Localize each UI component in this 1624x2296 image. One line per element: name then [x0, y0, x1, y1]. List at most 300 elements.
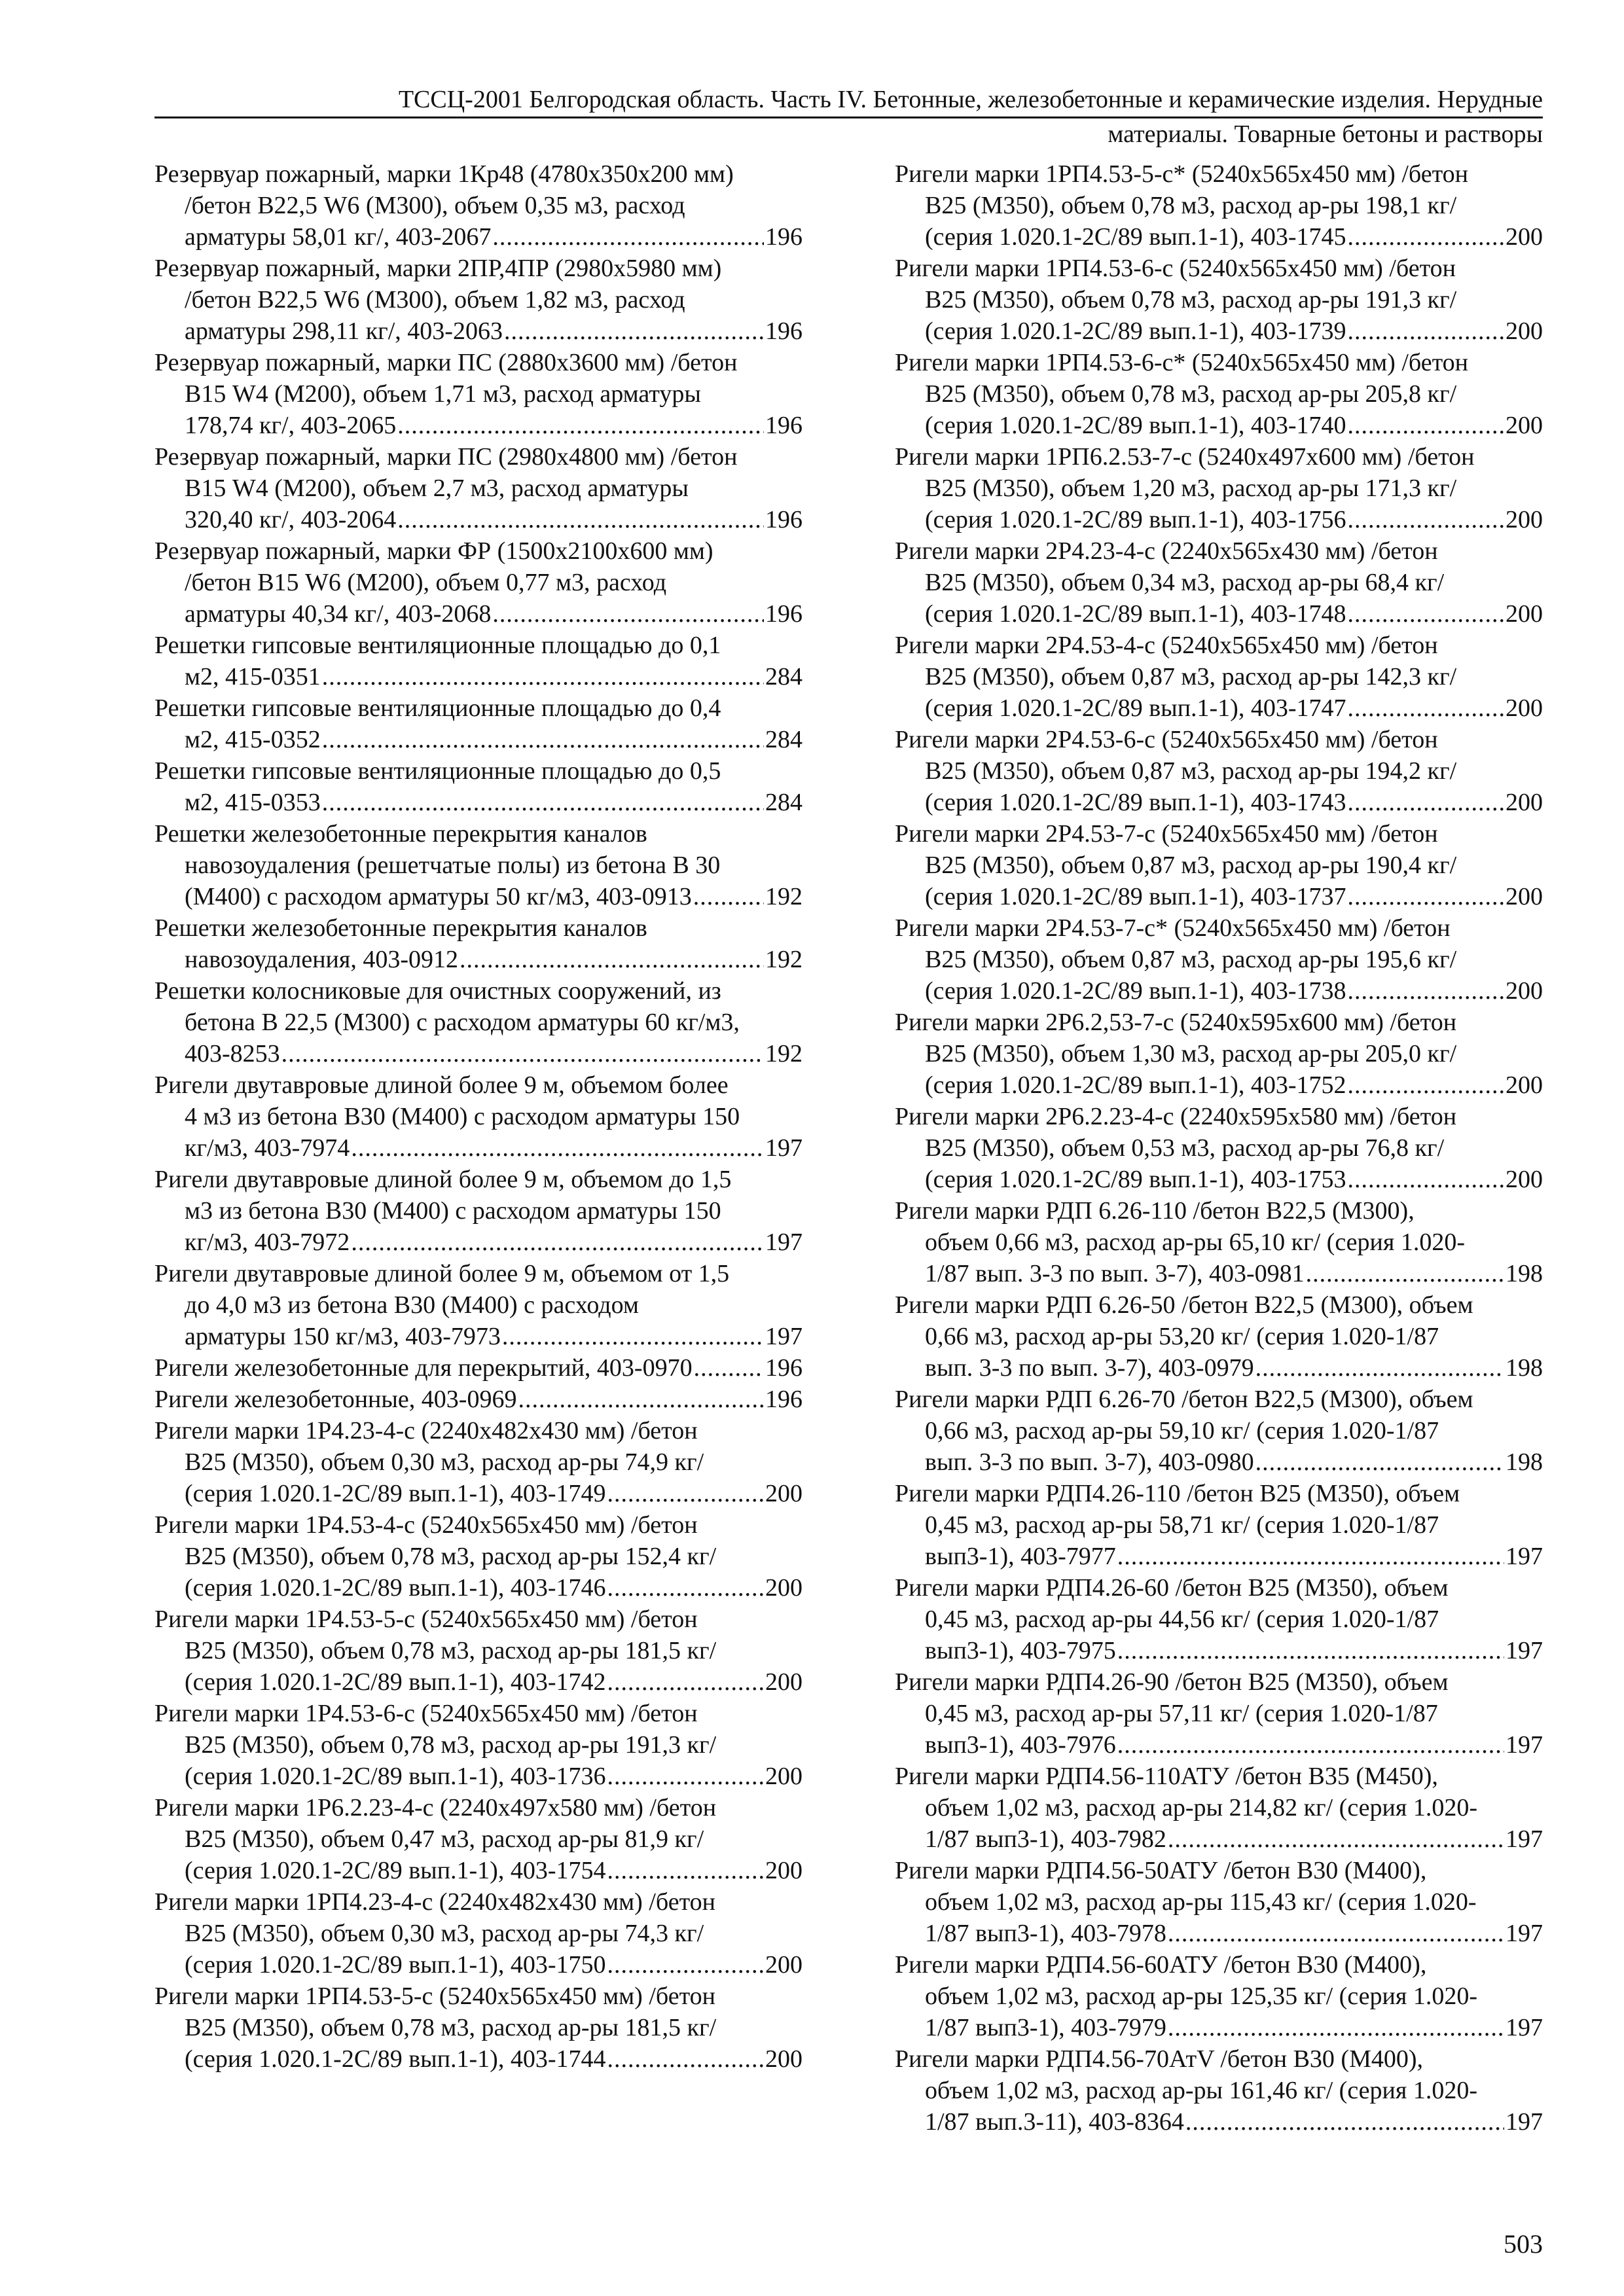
index-entry-text: В25 (М350), объем 0,78 м3, расход ар-ры 181,5 кг/ — [185, 1637, 717, 1664]
index-entry — [895, 1289, 1543, 1384]
index-entry-text: Ригели марки 1РП4.53-5-с (5240х565х450 мм) /бетон — [154, 1982, 716, 2010]
dot-leader — [504, 315, 764, 347]
index-entry-page: 197 — [1506, 1543, 1543, 1570]
index-entry — [154, 158, 803, 253]
index-entry-text: Решетки гипсовые вентиляционные площадью до 0,5 — [154, 757, 721, 785]
index-entry-text: /бетон В22,5 W6 (М300), объем 0,35 м3, расход — [185, 192, 685, 219]
index-entry-page: 200 — [1506, 412, 1543, 439]
index-entry-text: вып3-1), 403-7975 — [925, 1637, 1116, 1664]
index-entry-page: 200 — [765, 1763, 803, 1790]
index-entry-text: /бетон В22,5 W6 (М300), объем 1,82 м3, расход — [185, 286, 685, 314]
dot-leader — [1348, 410, 1505, 441]
index-entry-page: 196 — [765, 506, 803, 533]
index-entry-last-line — [154, 221, 803, 253]
index-entry-text: В25 (М350), объем 0,78 м3, расход ар-ры 191,3 кг/ — [185, 1731, 717, 1759]
index-entry-last-line — [154, 2043, 803, 2075]
index-entry-text: Ригели марки РДП4.56-110АТУ /бетон В35 (М450), — [895, 1763, 1438, 1790]
index-entry-text: Ригели двутавровые длиной более 9 м, объемом до 1,5 — [154, 1166, 732, 1193]
index-entry-text: 0,45 м3, расход ар-ры 44,56 кг/ (серия 1.020-1/87 — [925, 1605, 1439, 1633]
index-entry — [895, 1666, 1543, 1761]
dot-leader — [351, 1227, 764, 1258]
index-entry-page: 196 — [765, 600, 803, 628]
index-entry-last-line — [154, 787, 803, 818]
index-entry-text: Ригели марки РДП4.26-90 /бетон В25 (М350), объем — [895, 1668, 1449, 1696]
index-entry — [154, 912, 803, 975]
index-entry-page: 196 — [765, 412, 803, 439]
page-number: 503 — [1504, 2229, 1543, 2259]
index-entry-text: 320,40 кг/, 403-2064 — [185, 506, 397, 533]
index-entry — [895, 1101, 1543, 1195]
index-entry-last-line — [154, 1132, 803, 1164]
index-entry-text: (серия 1.020.1-2С/89 вып.1-1), 403-1744 — [185, 2045, 606, 2073]
index-entry — [154, 1509, 803, 1604]
index-entry-page: 196 — [765, 317, 803, 345]
index-entry-text: Ригели марки РДП 6.26-50 /бетон В22,5 (М300), объем — [895, 1291, 1473, 1319]
index-entry-text: Ригели марки 2Р4.53-7-с* (5240х565х450 мм) /бетон — [895, 914, 1451, 942]
dot-leader — [1348, 881, 1505, 912]
index-entry-text: вып. 3-3 по вып. 3-7), 403-0980 — [925, 1448, 1254, 1476]
index-entry-text: В25 (М350), объем 0,87 м3, расход ар-ры 190,4 кг/ — [925, 852, 1457, 879]
dot-leader — [518, 1384, 764, 1415]
index-entry-page: 198 — [1506, 1448, 1543, 1476]
dot-leader — [351, 1132, 764, 1164]
index-column-left — [154, 158, 803, 2075]
index-entry-text: 178,74 кг/, 403-2065 — [185, 412, 397, 439]
index-entry-text: Ригели марки 1РП6.2.53-7-с (5240х497х600 мм) /бетон — [895, 443, 1475, 471]
dot-leader — [1348, 692, 1505, 724]
index-entry-text: Ригели марки 1Р4.53-6-с (5240х565х450 мм) /бетон — [154, 1700, 698, 1727]
index-entry-text: вып3-1), 403-7976 — [925, 1731, 1116, 1759]
index-entry — [154, 1415, 803, 1509]
index-entry-page: 200 — [1506, 977, 1543, 1005]
index-entry-text: (серия 1.020.1-2С/89 вып.1-1), 403-1749 — [185, 1480, 606, 1507]
index-entry-page: 200 — [1506, 789, 1543, 816]
index-entry-text: (серия 1.020.1-2С/89 вып.1-1), 403-1737 — [925, 883, 1346, 910]
dot-leader — [1348, 221, 1505, 253]
index-entry-last-line — [154, 1572, 803, 1604]
index-entry-last-line — [895, 1446, 1543, 1478]
index-entry-last-line — [895, 1729, 1543, 1761]
index-entry-text: Ригели марки РДП 6.26-110 /бетон В22,5 (М300), — [895, 1197, 1415, 1225]
dot-leader — [607, 1855, 765, 1886]
index-entry-page: 192 — [765, 883, 803, 910]
dot-leader — [607, 1949, 765, 1981]
index-entry-text: Ригели марки 1Р4.23-4-с (2240х482х430 мм) /бетон — [154, 1417, 698, 1444]
index-entry-last-line — [895, 315, 1543, 347]
index-entry-text: Резервуар пожарный, марки ПС (2980х4800 мм) /бетон — [154, 443, 738, 471]
dot-leader — [397, 410, 764, 441]
index-entry — [895, 2043, 1543, 2138]
index-entry-text: В25 (М350), объем 1,30 м3, расход ар-ры 205,0 кг/ — [925, 1040, 1457, 1067]
index-entry-text: В25 (М350), объем 0,78 м3, расход ар-ры 198,1 кг/ — [925, 192, 1457, 219]
index-entry-page: 200 — [1506, 883, 1543, 910]
index-entry — [154, 1604, 803, 1698]
index-entry-text: Решетки гипсовые вентиляционные площадью до 0,1 — [154, 632, 721, 659]
header-subtitle: материалы. Товарные бетоны и растворы — [1108, 120, 1543, 148]
index-entry — [895, 630, 1543, 724]
index-entry-text: арматуры 298,11 кг/, 403-2063 — [185, 317, 503, 345]
index-entry-text: (серия 1.020.1-2С/89 вып.1-1), 403-1752 — [925, 1071, 1346, 1099]
index-entry-text: (серия 1.020.1-2С/89 вып.1-1), 403-1746 — [185, 1574, 606, 1602]
index-entry — [154, 1384, 803, 1415]
index-entry-last-line — [895, 787, 1543, 818]
dot-leader — [1348, 504, 1505, 535]
index-entry — [895, 1761, 1543, 1855]
index-entry-text: Ригели железобетонные для перекрытий, 403-0970 — [154, 1354, 693, 1382]
index-entry-last-line — [895, 1541, 1543, 1572]
index-entry-text: (серия 1.020.1-2С/89 вып.1-1), 403-1753 — [925, 1166, 1346, 1193]
index-entry-text: м2, 415-0353 — [185, 789, 321, 816]
index-entry-page: 284 — [765, 726, 803, 753]
index-entry-page: 200 — [765, 1857, 803, 1884]
index-entry-last-line — [154, 1352, 803, 1384]
index-entry-text: (серия 1.020.1-2С/89 вып.1-1), 403-1747 — [925, 694, 1346, 722]
index-entry-text: м3 из бетона В30 (М400) с расходом арматуры 150 — [185, 1197, 721, 1225]
index-entry-text: Ригели марки 2Р4.53-7-с (5240х565х450 мм) /бетон — [895, 820, 1438, 848]
index-entry-page: 196 — [765, 223, 803, 251]
index-entry-text: 0,66 м3, расход ар-ры 53,20 кг/ (серия 1.020-1/87 — [925, 1323, 1439, 1350]
index-entry-page: 197 — [765, 1323, 803, 1350]
index-entry-page: 200 — [1506, 506, 1543, 533]
index-entry — [895, 158, 1543, 253]
index-entry-page: 200 — [765, 1668, 803, 1696]
running-header — [154, 84, 1543, 150]
dot-leader — [1168, 1918, 1504, 1949]
index-entry-text: Ригели марки 2Р4.23-4-с (2240х565х430 мм) /бетон — [895, 537, 1438, 565]
index-entry-text: (серия 1.020.1-2С/89 вып.1-1), 403-1740 — [925, 412, 1346, 439]
dot-leader — [1117, 1729, 1504, 1761]
dot-leader — [322, 787, 764, 818]
index-entry-page: 200 — [765, 1574, 803, 1602]
index-entry-text: м2, 415-0352 — [185, 726, 321, 753]
index-entry-last-line — [154, 1666, 803, 1698]
dot-leader — [322, 724, 764, 755]
index-entry-text: (серия 1.020.1-2С/89 вып.1-1), 403-1754 — [185, 1857, 606, 1884]
index-entry-text: Ригели марки 2Р4.53-4-с (5240х565х450 мм) /бетон — [895, 632, 1438, 659]
header-title: ТССЦ-2001 Белгородская область. Часть IV. Бетонные, железобетонные и керамические изделия. Нерудные — [398, 86, 1543, 113]
index-entry — [154, 1981, 803, 2075]
dot-leader — [1185, 2106, 1504, 2138]
index-entry-text: Ригели марки РДП4.56-70АтV /бетон В30 (М400), — [895, 2045, 1424, 2073]
index-entry-last-line — [895, 1258, 1543, 1289]
index-entry-text: 403-8253 — [185, 1040, 280, 1067]
index-entry-last-line — [895, 598, 1543, 630]
dot-leader — [281, 1038, 764, 1069]
index-entry-text: вып3-1), 403-7977 — [925, 1543, 1116, 1570]
index-entry-page: 200 — [1506, 1071, 1543, 1099]
index-entry — [154, 347, 803, 441]
index-entry — [154, 253, 803, 347]
index-entry-text: до 4,0 м3 из бетона В30 (М400) с расходом — [185, 1291, 639, 1319]
index-entry-text: вып. 3-3 по вып. 3-7), 403-0979 — [925, 1354, 1254, 1382]
index-entry-last-line — [895, 1823, 1543, 1855]
index-entry-text: В25 (М350), объем 0,30 м3, расход ар-ры 74,9 кг/ — [185, 1448, 704, 1476]
index-entry-text: Резервуар пожарный, марки 2ПР,4ПР (2980х5980 мм) — [154, 255, 722, 282]
index-entry-text: (М400) с расходом арматуры 50 кг/м3, 403-0913 — [185, 883, 692, 910]
index-entry-last-line — [154, 598, 803, 630]
index-entry-last-line — [154, 1478, 803, 1509]
index-entry-text: Ригели марки РДП4.56-60АТУ /бетон В30 (М400), — [895, 1951, 1427, 1979]
index-entry-page: 197 — [765, 1134, 803, 1162]
index-entry-text: В25 (М350), объем 0,47 м3, расход ар-ры 81,9 кг/ — [185, 1825, 704, 1853]
index-entry-page: 192 — [765, 946, 803, 973]
index-entry-page: 196 — [765, 1386, 803, 1413]
index-entry-text: В25 (М350), объем 1,20 м3, расход ар-ры 171,3 кг/ — [925, 475, 1457, 502]
index-entry — [895, 1855, 1543, 1949]
index-entry — [895, 1949, 1543, 2043]
index-entry-last-line — [154, 504, 803, 535]
index-entry-text: Ригели марки 1РП4.53-6-с* (5240х565х450 мм) /бетон — [895, 349, 1469, 376]
dot-leader — [1117, 1541, 1504, 1572]
index-entry-last-line — [154, 410, 803, 441]
index-entry — [895, 818, 1543, 912]
index-entry-text: м2, 415-0351 — [185, 663, 321, 691]
dot-leader — [1348, 315, 1505, 347]
index-entry-last-line — [895, 1164, 1543, 1195]
index-entry-last-line — [154, 724, 803, 755]
index-entry-text: (серия 1.020.1-2С/89 вып.1-1), 403-1739 — [925, 317, 1346, 345]
index-entry-text: В25 (М350), объем 0,78 м3, расход ар-ры 205,8 кг/ — [925, 380, 1457, 408]
index-entry — [154, 535, 803, 630]
index-entry-page: 192 — [765, 1040, 803, 1067]
index-entry-last-line — [154, 944, 803, 975]
index-entry-text: 0,66 м3, расход ар-ры 59,10 кг/ (серия 1.020-1/87 — [925, 1417, 1439, 1444]
index-entry-text: Ригели железобетонные, 403-0969 — [154, 1386, 517, 1413]
index-entry-text: кг/м3, 403-7974 — [185, 1134, 350, 1162]
dot-leader — [1348, 1069, 1505, 1101]
index-entry — [895, 253, 1543, 347]
index-entry-text: В25 (М350), объем 0,78 м3, расход ар-ры 152,4 кг/ — [185, 1543, 717, 1570]
index-entry-last-line — [895, 1352, 1543, 1384]
dot-leader — [502, 1321, 764, 1352]
index-entry-last-line — [895, 692, 1543, 724]
index-entry-last-line — [895, 410, 1543, 441]
index-entry — [895, 441, 1543, 535]
index-entry-text: Решетки колосниковые для очистных сооружений, из — [154, 977, 721, 1005]
index-entry-text: 1/87 вып3-1), 403-7979 — [925, 2014, 1166, 2041]
index-entry-page: 197 — [765, 1229, 803, 1256]
index-entry-text: В25 (М350), объем 0,34 м3, расход ар-ры 68,4 кг/ — [925, 569, 1445, 596]
index-entry — [154, 1352, 803, 1384]
index-entry-last-line — [895, 2106, 1543, 2138]
index-entry-last-line — [154, 1227, 803, 1258]
index-entry-last-line — [154, 1321, 803, 1352]
index-entry-text: объем 0,66 м3, расход ар-ры 65,10 кг/ (серия 1.020- — [925, 1229, 1465, 1256]
index-entry-last-line — [154, 1949, 803, 1981]
index-entry-text: 0,45 м3, расход ар-ры 57,11 кг/ (серия 1.020-1/87 — [925, 1700, 1438, 1727]
index-entry — [154, 1886, 803, 1981]
index-entry-page: 200 — [1506, 694, 1543, 722]
index-entry-text: Ригели марки 1Р4.53-5-с (5240х565х450 мм) /бетон — [154, 1605, 698, 1633]
index-entry-last-line — [154, 661, 803, 692]
index-entry-text: Решетки железобетонные перекрытия каналов — [154, 914, 647, 942]
dot-leader — [1255, 1352, 1504, 1384]
index-entry-text: В25 (М350), объем 0,87 м3, расход ар-ры 195,6 кг/ — [925, 946, 1457, 973]
dot-leader — [492, 598, 764, 630]
index-entry-text: Ригели марки 2Р4.53-6-с (5240х565х450 мм) /бетон — [895, 726, 1438, 753]
index-entry-text: Ригели марки 1Р6.2.23-4-с (2240х497х580 мм) /бетон — [154, 1794, 717, 1821]
index-entry-text: (серия 1.020.1-2С/89 вып.1-1), 403-1756 — [925, 506, 1346, 533]
index-entry-page: 200 — [1506, 317, 1543, 345]
dot-leader — [1306, 1258, 1504, 1289]
index-entry-page: 197 — [1506, 1825, 1543, 1853]
index-entry-text: навозоудаления (решетчатые полы) из бетона В 30 — [185, 852, 721, 879]
index-entry-page: 198 — [1506, 1260, 1543, 1287]
index-entry-text: В25 (М350), объем 0,53 м3, расход ар-ры 76,8 кг/ — [925, 1134, 1445, 1162]
index-entry-text: (серия 1.020.1-2С/89 вып.1-1), 403-1736 — [185, 1763, 606, 1790]
dot-leader — [1255, 1446, 1504, 1478]
index-entry — [154, 1258, 803, 1352]
index-entry — [895, 912, 1543, 1007]
index-entry-text: Ригели двутавровые длиной более 9 м, объемом более — [154, 1071, 729, 1099]
index-entry-last-line — [154, 1038, 803, 1069]
index-column-right — [895, 158, 1543, 2138]
index-entry-last-line — [154, 315, 803, 347]
index-entry-last-line — [154, 1855, 803, 1886]
index-entry-text: Ригели марки РДП4.26-60 /бетон В25 (М350), объем — [895, 1574, 1449, 1602]
index-entry-text: 0,45 м3, расход ар-ры 58,71 кг/ (серия 1.020-1/87 — [925, 1511, 1439, 1539]
index-entry-text: Ригели марки 2Р6.2.23-4-с (2240х595х580 мм) /бетон — [895, 1103, 1457, 1130]
index-entry — [895, 1384, 1543, 1478]
dot-leader — [492, 221, 764, 253]
index-entry — [154, 755, 803, 818]
index-entry-page: 284 — [765, 663, 803, 691]
dot-leader — [1348, 598, 1505, 630]
dot-leader — [1168, 2012, 1504, 2043]
dot-leader — [1117, 1635, 1504, 1666]
index-entry-text: объем 1,02 м3, расход ар-ры 115,43 кг/ (серия 1.020- — [925, 1888, 1477, 1916]
index-entry-text: /бетон В15 W6 (М200), объем 0,77 м3, расход — [185, 569, 667, 596]
index-entry-text: В25 (М350), объем 0,78 м3, расход ар-ры 191,3 кг/ — [925, 286, 1457, 314]
index-entry-page: 197 — [1506, 1920, 1543, 1947]
index-entry-text: кг/м3, 403-7972 — [185, 1229, 350, 1256]
index-entry-page: 200 — [1506, 223, 1543, 251]
dot-leader — [460, 944, 764, 975]
index-entry-last-line — [895, 1918, 1543, 1949]
index-entry-text: Ригели марки РДП 6.26-70 /бетон В22,5 (М300), объем — [895, 1386, 1473, 1413]
index-entry-page: 200 — [765, 1480, 803, 1507]
index-entry-text: 4 м3 из бетона В30 (М400) с расходом арматуры 150 — [185, 1103, 740, 1130]
dot-leader — [1168, 1823, 1504, 1855]
index-entry-text: Ригели марки РДП4.56-50АТУ /бетон В30 (М400), — [895, 1857, 1427, 1884]
index-entry-text: бетона В 22,5 (М300) с расходом арматуры 60 кг/м3, — [185, 1009, 740, 1036]
index-entry-last-line — [895, 2012, 1543, 2043]
index-entry-page: 200 — [1506, 600, 1543, 628]
index-entry-last-line — [154, 881, 803, 912]
index-entry-text: объем 1,02 м3, расход ар-ры 161,46 кг/ (серия 1.020- — [925, 2077, 1477, 2104]
index-entry-text: В25 (М350), объем 0,87 м3, расход ар-ры 194,2 кг/ — [925, 757, 1457, 785]
index-entry-text: Резервуар пожарный, марки ФР (1500х2100х600 мм) — [154, 537, 713, 565]
index-entry-text: (серия 1.020.1-2С/89 вып.1-1), 403-1738 — [925, 977, 1346, 1005]
index-entry-last-line — [154, 1761, 803, 1792]
dot-leader — [1348, 975, 1505, 1007]
index-entry — [154, 975, 803, 1069]
index-entry-page: 197 — [1506, 2108, 1543, 2136]
index-entry — [895, 1195, 1543, 1289]
index-entry-text: Ригели марки 2Р6.2,53-7-с (5240х595х600 мм) /бетон — [895, 1009, 1457, 1036]
dot-leader — [607, 2043, 765, 2075]
index-entry-text: Решетки железобетонные перекрытия каналов — [154, 820, 647, 848]
index-entry-page: 197 — [1506, 2014, 1543, 2041]
index-entry-page: 284 — [765, 789, 803, 816]
index-entry-page: 198 — [1506, 1354, 1543, 1382]
index-entry — [895, 1007, 1543, 1101]
index-entry-text: Резервуар пожарный, марки ПС (2880х3600 мм) /бетон — [154, 349, 738, 376]
index-entry-text: 1/87 вып3-1), 403-7982 — [925, 1825, 1166, 1853]
index-entry — [154, 630, 803, 692]
index-entry-text: объем 1,02 м3, расход ар-ры 214,82 кг/ (серия 1.020- — [925, 1794, 1477, 1821]
dot-leader — [607, 1478, 765, 1509]
index-entry-text: навозоудаления, 403-0912 — [185, 946, 458, 973]
index-entry-text: Ригели марки 1Р4.53-4-с (5240х565х450 мм) /бетон — [154, 1511, 698, 1539]
index-entry-text: Ригели марки 1РП4.53-5-с* (5240х565х450 мм) /бетон — [895, 160, 1469, 188]
index-entry-last-line — [895, 221, 1543, 253]
index-entry — [154, 1069, 803, 1164]
dot-leader — [1348, 1164, 1505, 1195]
index-entry-page: 200 — [765, 2045, 803, 2073]
index-entry — [895, 347, 1543, 441]
index-entry-page: 197 — [1506, 1637, 1543, 1664]
index-entry — [154, 1164, 803, 1258]
index-entry — [895, 1572, 1543, 1666]
index-entry-last-line — [895, 881, 1543, 912]
index-entry-text: 1/87 вып. 3-3 по вып. 3-7), 403-0981 — [925, 1260, 1305, 1287]
index-entry-text: объем 1,02 м3, расход ар-ры 125,35 кг/ (серия 1.020- — [925, 1982, 1477, 2010]
index-entry-text: (серия 1.020.1-2С/89 вып.1-1), 403-1745 — [925, 223, 1346, 251]
index-entry — [154, 1698, 803, 1792]
index-entry-text: арматуры 40,34 кг/, 403-2068 — [185, 600, 492, 628]
dot-leader — [694, 1352, 764, 1384]
index-entry — [895, 1478, 1543, 1572]
index-entry-text: Ригели двутавровые длиной более 9 м, объемом от 1,5 — [154, 1260, 730, 1287]
index-entry-text: Ригели марки 1РП4.23-4-с (2240х482х430 мм) /бетон — [154, 1888, 716, 1916]
index-entry-last-line — [895, 1069, 1543, 1101]
index-entry-text: арматуры 58,01 кг/, 403-2067 — [185, 223, 492, 251]
index-entry-text: арматуры 150 кг/м3, 403-7973 — [185, 1323, 501, 1350]
index-entry-text: (серия 1.020.1-2С/89 вып.1-1), 403-1742 — [185, 1668, 606, 1696]
index-entry-text: В25 (М350), объем 0,87 м3, расход ар-ры 142,3 кг/ — [925, 663, 1457, 691]
index-entry-last-line — [895, 1635, 1543, 1666]
index-entry — [154, 692, 803, 755]
index-entry — [895, 535, 1543, 630]
index-entry-text: Ригели марки 1РП4.53-6-с (5240х565х450 мм) /бетон — [895, 255, 1456, 282]
dot-leader — [1348, 787, 1505, 818]
index-entry — [154, 818, 803, 912]
index-entry-text: В25 (М350), объем 0,30 м3, расход ар-ры 74,3 кг/ — [185, 1920, 704, 1947]
dot-leader — [607, 1761, 765, 1792]
index-entry-page: 197 — [1506, 1731, 1543, 1759]
dot-leader — [322, 661, 764, 692]
index-entry — [154, 1792, 803, 1886]
index-entry-page: 200 — [765, 1951, 803, 1979]
dot-leader — [607, 1572, 765, 1604]
index-entry-text: (серия 1.020.1-2С/89 вып.1-1), 403-1743 — [925, 789, 1346, 816]
index-entry-text: (серия 1.020.1-2С/89 вып.1-1), 403-1748 — [925, 600, 1346, 628]
index-entry-text: Ригели марки РДП4.26-110 /бетон В25 (М350), объем — [895, 1480, 1460, 1507]
index-entry-page: 200 — [1506, 1166, 1543, 1193]
index-entry-text: В15 W4 (М200), объем 1,71 м3, расход арматуры — [185, 380, 701, 408]
index-entry-last-line — [895, 975, 1543, 1007]
index-entry-last-line — [895, 504, 1543, 535]
dot-leader — [397, 504, 764, 535]
index-entry-text: (серия 1.020.1-2С/89 вып.1-1), 403-1750 — [185, 1951, 606, 1979]
index-entry — [895, 724, 1543, 818]
index-entry-text: 1/87 вып3-1), 403-7978 — [925, 1920, 1166, 1947]
index-entry — [154, 441, 803, 535]
index-entry-page: 196 — [765, 1354, 803, 1382]
index-entry-text: В25 (М350), объем 0,78 м3, расход ар-ры 181,5 кг/ — [185, 2014, 717, 2041]
dot-leader — [607, 1666, 765, 1698]
